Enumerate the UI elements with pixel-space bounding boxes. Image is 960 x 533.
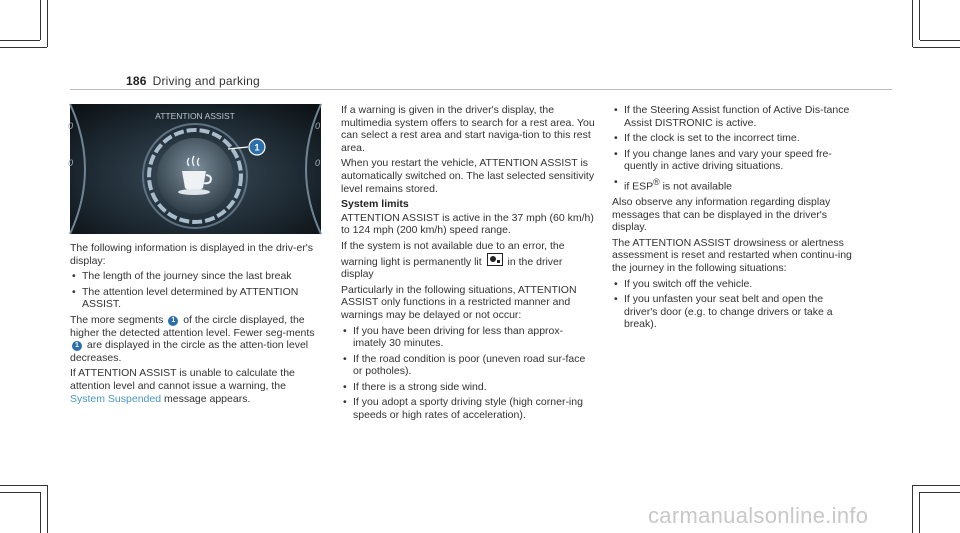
gauge-tick: 0 [68, 158, 74, 168]
reset-list [612, 278, 852, 331]
list-item: • If you switch off the vehicle. [612, 278, 852, 291]
unavailable-text: If the system is not available due to an error, the warning light is permanently lit in the driver display [341, 239, 565, 281]
page-header [126, 74, 260, 88]
limits-list [341, 325, 596, 422]
list-item: • If the Steering Assist function of Active Dis-tance Assist DISTRONIC is active. [612, 104, 852, 129]
list-item: • If the road condition is poor (uneven road sur-face or potholes). [341, 353, 596, 378]
system-suspended-message: System Suspended [70, 392, 162, 405]
header-rule [70, 89, 892, 90]
list-item: • If you have been driving for less than approx-imately 30 minutes. [341, 325, 596, 350]
attention-warning-icon [487, 253, 503, 266]
gauge-tick: 0 [68, 121, 74, 131]
observe-text: Also observe any information regarding display messages that can be displayed in the driver's display. [612, 196, 831, 234]
reset-text: The ATTENTION ASSIST drowsiness or alertness assessment is reset and restarted when continu-ing the journey in the following situations: [612, 236, 852, 275]
column-3 [612, 104, 852, 334]
unable-text: If ATTENTION ASSIST is unable to calculate the attention level and cannot issue a warning, the System Suspended message appears. [70, 367, 295, 405]
instrument-cluster-image [70, 104, 321, 234]
callout-badge: 1 [168, 316, 178, 326]
warning-text: If a warning is given in the driver's display, the multimedia system offers to search for a rest area. You can select a rest area and start naviga-tion to this rest area. [341, 104, 595, 154]
page-number: 186 [126, 74, 147, 88]
list-item: • If you adopt a sporty driving style (high corner-ing speeds or high rates of acceleration). [341, 396, 596, 421]
restart-text: When you restart the vehicle, ATTENTION ASSIST is automatically switched on. The last selected sensitivity level remains stored. [341, 157, 595, 195]
section-heading: System limits [341, 198, 409, 211]
watermark: carmanualsonline.info [648, 503, 869, 528]
attention-assist-screenshot [70, 104, 321, 234]
limits-list-continued [612, 104, 852, 193]
gauge-tick: 0 [315, 121, 321, 131]
list-item: • The attention level determined by ATTENTION ASSIST. [70, 286, 323, 311]
column-2 [341, 104, 596, 425]
section-title: Driving and parking [152, 74, 260, 88]
intro-text: The following information is displayed in the driv-er's display: [70, 242, 314, 267]
callout-number: 1 [254, 142, 260, 153]
list-item: • If you unfasten your seat belt and open the driver's door (e.g. to change drivers or take a break). [612, 293, 852, 331]
list-item: • The length of the journey since the last break [70, 270, 323, 283]
column-1 [70, 242, 323, 408]
list-item: • if ESP® is not available [612, 176, 852, 193]
screen-title: ATTENTION ASSIST [155, 111, 235, 121]
list-item: • If you change lanes and vary your speed fre-quently in active driving situations. [612, 148, 852, 173]
segments-text: The more segments 1 of the circle displayed, the higher the detected attention level. Fewer seg-ments 1 are displayed in the circle as the atten-tion level decreases. [70, 313, 315, 364]
display-info-list [70, 270, 323, 311]
list-item: • If there is a strong side wind. [341, 381, 596, 394]
gauge-tick: 0 [315, 158, 321, 168]
particular-text: Particularly in the following situations, ATTENTION ASSIST only functions in a restricted manner and warnings may be delayed or not occur: [341, 283, 577, 321]
callout-badge: 1 [72, 341, 82, 351]
list-item: • If the clock is set to the incorrect time. [612, 132, 852, 145]
active-range-text: ATTENTION ASSIST is active in the 37 mph (60 km/h) to 124 mph (200 km/h) speed range. [341, 211, 594, 237]
